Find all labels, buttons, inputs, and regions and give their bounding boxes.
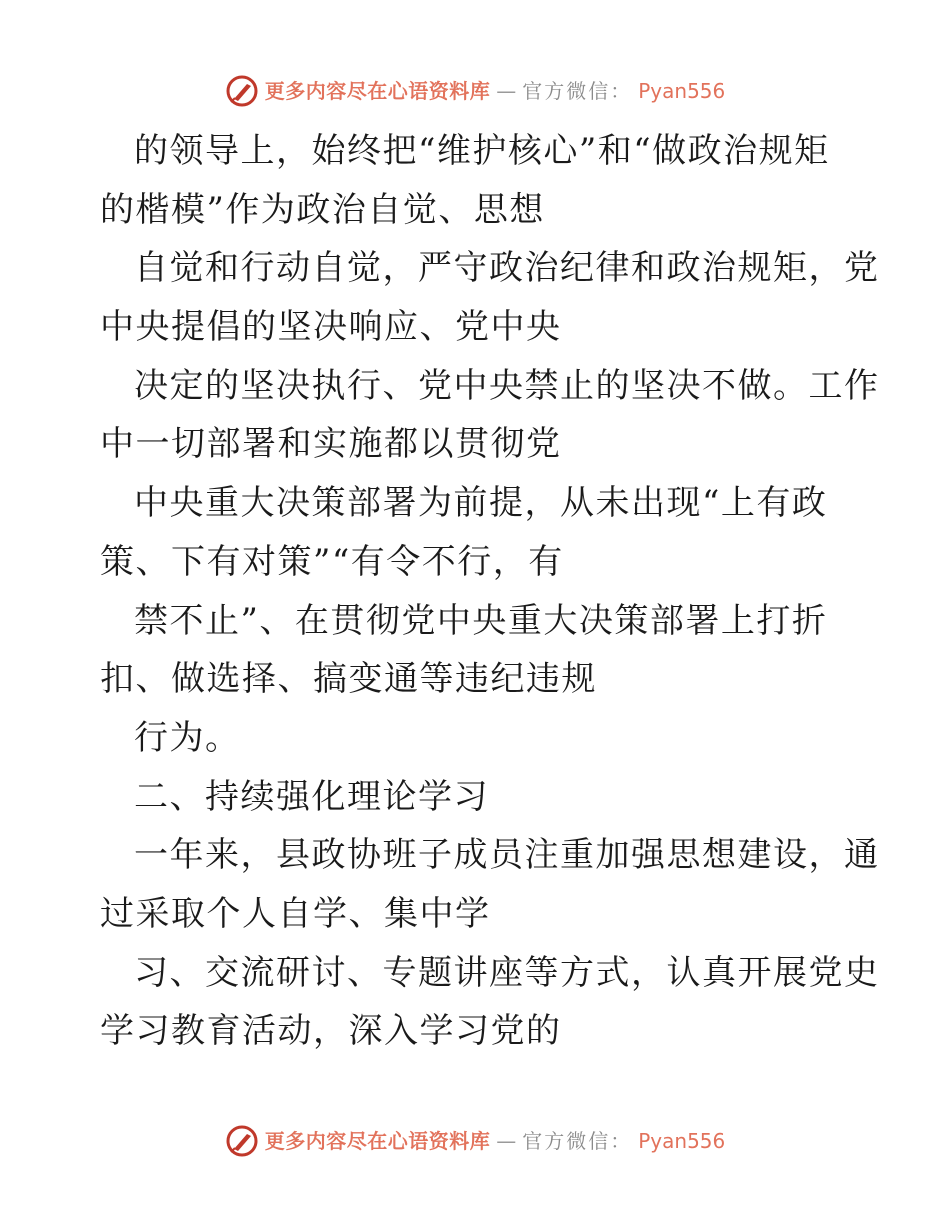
text-line: 决定的坚决执行、党中央禁止的坚决不做。工作: [134, 365, 880, 406]
text-line: 中央提倡的坚决响应、党中央: [100, 307, 562, 348]
watermark-dash: —: [496, 79, 517, 103]
watermark-label: 官方微信：: [522, 1129, 633, 1153]
watermark-wechat-id: Pyan556: [638, 79, 726, 103]
text-line: 自觉和行动自觉，严守政治纪律和政治规矩，党: [134, 248, 880, 289]
document-body: [100, 122, 880, 1061]
text-line: 策、下有对策”“有令不行，有: [100, 541, 564, 582]
text-line: 行为。: [134, 717, 241, 758]
watermark-main-text: 更多内容尽在心语资料库: [264, 79, 491, 103]
footer-watermark: [0, 1124, 950, 1158]
text-line: 习、交流研讨、专题讲座等方式，认真开展党史: [134, 952, 880, 993]
section-heading: 二、持续强化理论学习: [134, 776, 489, 817]
text-line: 学习教育活动，深入学习党的: [100, 1011, 562, 1052]
header-watermark: [0, 74, 950, 108]
text-line: 过采取个人自学、集中学: [100, 893, 491, 934]
text-line: 一年来，县政协班子成员注重加强思想建设，通: [134, 835, 880, 876]
watermark-wechat-id: Pyan556: [638, 1129, 726, 1153]
quill-logo-icon: [225, 74, 259, 108]
watermark-main-text: 更多内容尽在心语资料库: [264, 1129, 491, 1153]
text-line: 的领导上，始终把“维护核心”和“做政治规矩: [134, 131, 830, 171]
quill-logo-icon: [225, 1124, 259, 1158]
watermark-dash: —: [496, 1129, 517, 1153]
watermark-label: 官方微信：: [522, 79, 633, 103]
text-line: 中央重大决策部署为前提，从未出现“上有政: [134, 483, 828, 524]
text-line: 扣、做选择、搞变通等违纪违规: [100, 659, 597, 700]
text-line: 禁不止”、在贯彻党中央重大决策部署上打折: [134, 600, 828, 641]
text-line: 的楷模”作为政治自觉、思想: [100, 189, 545, 230]
text-line: 中一切部署和实施都以贯彻党: [100, 424, 562, 465]
